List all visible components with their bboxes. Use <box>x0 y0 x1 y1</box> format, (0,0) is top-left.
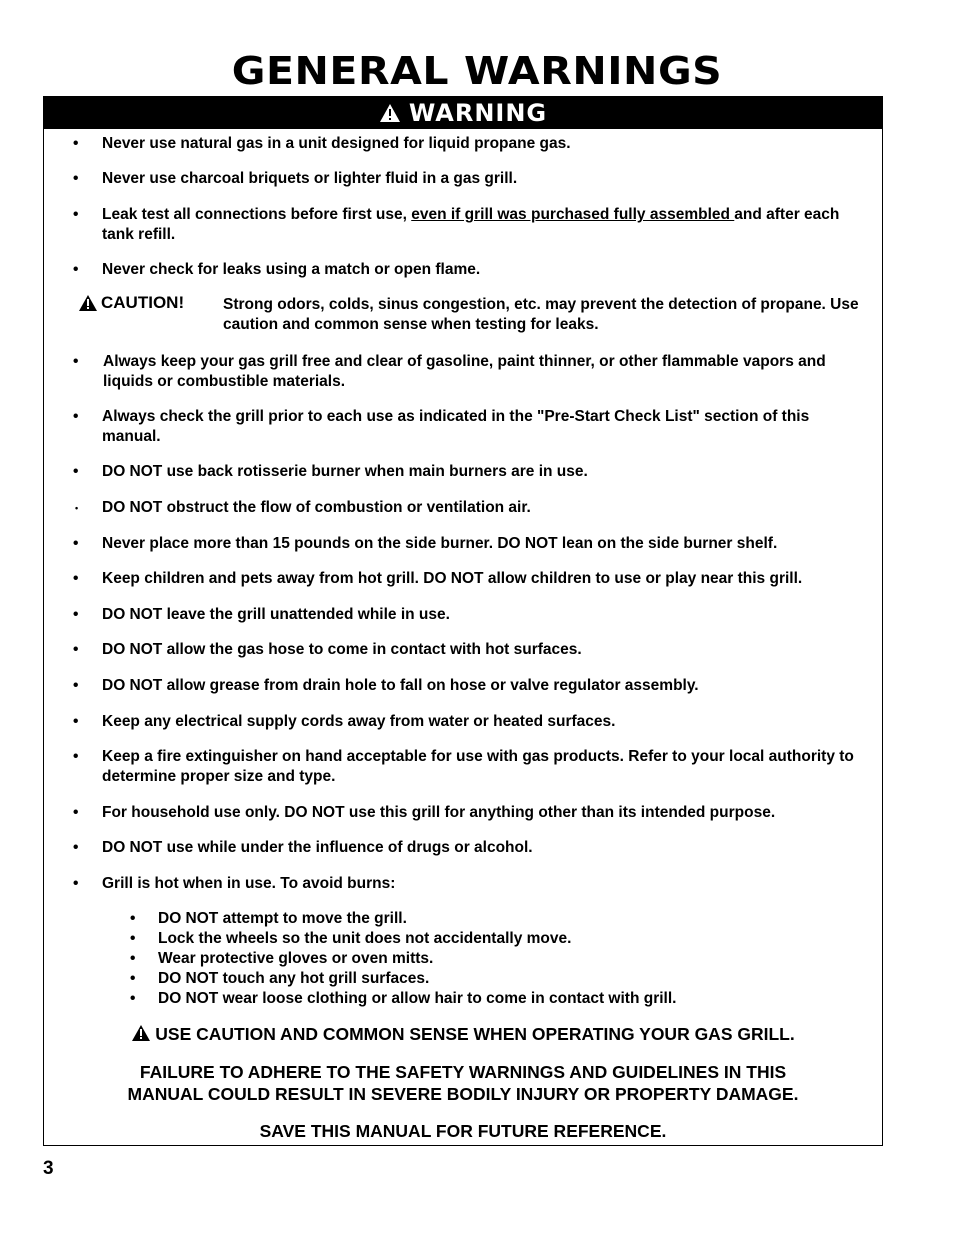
bullet: • <box>75 503 79 513</box>
bullet: • <box>73 875 79 892</box>
bullet: • <box>130 910 136 927</box>
list-item-text: For household use only. DO NOT use this grill for anything other than its intended purpose. <box>102 804 776 821</box>
list-item <box>44 838 864 858</box>
save-manual-line: SAVE THIS MANUAL FOR FUTURE REFERENCE. <box>259 1121 667 1141</box>
bullet: • <box>73 713 79 730</box>
warning-triangle-icon <box>379 103 401 123</box>
list-item <box>44 407 864 447</box>
list-item-text: DO NOT use while under the influence of drugs or alcohol. <box>102 839 533 856</box>
bullet: • <box>130 990 136 1007</box>
bullet: • <box>73 261 79 278</box>
list-item-text: Keep any electrical supply cords away from water or heated surfaces. <box>102 713 616 730</box>
list-item <box>44 134 864 154</box>
bullet: • <box>73 570 79 587</box>
sub-list-item-text: Lock the wheels so the unit does not accidentally move. <box>158 930 572 947</box>
bullet: • <box>73 170 79 187</box>
sub-list-item-text: DO NOT touch any hot grill surfaces. <box>158 970 430 987</box>
list-item-text: Always keep your gas grill free and clear of gasoline, paint thinner, or other flammable vapors and liquids or combustible materials. <box>103 353 826 390</box>
sub-list-item <box>44 969 864 989</box>
warning-triangle-icon <box>131 1024 151 1042</box>
list-item-leak-test <box>44 205 864 245</box>
list-item <box>44 534 864 554</box>
list-item-text <box>102 205 864 245</box>
sub-list-item <box>44 949 864 969</box>
list-item <box>44 605 864 625</box>
caution-text: Strong odors, colds, sinus congestion, etc. may prevent the detection of propane. Use caution and common sense when testing for leaks. <box>223 296 859 333</box>
sub-list-item <box>44 909 864 929</box>
list-item-text: Always check the grill prior to each use as indicated in the "Pre-Start Check List" section of this manual. <box>102 408 810 445</box>
list-item-text: DO NOT allow grease from drain hole to fall on hose or valve regulator assembly. <box>102 677 699 694</box>
sub-list-item-text: DO NOT wear loose clothing or allow hair to come in contact with grill. <box>158 990 677 1007</box>
list-item <box>44 260 864 280</box>
caution-label: CAUTION! <box>101 293 185 312</box>
list-item-text: Grill is hot when in use. To avoid burns: <box>102 875 396 892</box>
list-item-text: Keep a fire extinguisher on hand acceptable for use with gas products. Refer to your local authority to determine proper size and type. <box>102 748 854 785</box>
page-number: 3 <box>43 1158 54 1179</box>
bullet: • <box>73 463 79 480</box>
warning-header-label: WARNING <box>408 99 548 127</box>
bullet: • <box>130 930 136 947</box>
leak-test-pre: Leak test all connections before first use, <box>102 206 412 223</box>
bullet: • <box>73 748 79 765</box>
sub-list-item <box>44 989 864 1009</box>
page-title: GENERAL WARNINGS <box>231 49 723 93</box>
sub-list-item <box>44 929 864 949</box>
sub-list-item-text: Wear protective gloves or oven mitts. <box>158 950 434 967</box>
list-item <box>44 712 864 732</box>
list-item <box>44 569 864 589</box>
bullet: • <box>73 135 79 152</box>
leak-test-post: and after each tank refill. <box>102 206 840 243</box>
caution-label-wrap <box>78 293 184 313</box>
bullet: • <box>73 353 79 370</box>
list-item-text: Never use natural gas in a unit designed for liquid propane gas. <box>102 135 571 152</box>
bullet: • <box>73 606 79 623</box>
list-item-text: Never check for leaks using a match or open flame. <box>102 261 481 278</box>
use-caution-text: USE CAUTION AND COMMON SENSE WHEN OPERATING YOUR GAS GRILL. <box>155 1024 795 1044</box>
bullet: • <box>73 804 79 821</box>
list-item <box>44 169 864 189</box>
list-item <box>44 640 864 660</box>
list-item-text: DO NOT leave the grill unattended while in use. <box>102 606 450 623</box>
bullet: • <box>73 839 79 856</box>
sub-list-item-text: DO NOT attempt to move the grill. <box>158 910 407 927</box>
bullet: • <box>130 950 136 967</box>
bullet: • <box>73 535 79 552</box>
list-item-text: DO NOT obstruct the flow of combustion or ventilation air. <box>102 499 531 516</box>
failure-line-2: MANUAL COULD RESULT IN SEVERE BODILY INJURY OR PROPERTY DAMAGE. <box>127 1084 799 1104</box>
list-item <box>44 803 864 823</box>
warning-header <box>44 97 882 129</box>
warning-triangle-icon <box>78 294 98 312</box>
list-item <box>44 874 864 894</box>
bullet: • <box>130 970 136 987</box>
list-item <box>44 462 864 482</box>
list-item-text: Never use charcoal briquets or lighter fluid in a gas grill. <box>102 170 518 187</box>
list-item-text: Keep children and pets away from hot grill. DO NOT allow children to use or play near this grill. <box>102 570 803 587</box>
list-item-text: Never place more than 15 pounds on the side burner. DO NOT lean on the side burner shelf. <box>102 535 778 552</box>
bullet: • <box>73 677 79 694</box>
list-item <box>44 352 864 392</box>
list-item-text: DO NOT allow the gas hose to come in contact with hot surfaces. <box>102 641 582 658</box>
list-item <box>44 676 864 696</box>
warning-box <box>43 96 883 1146</box>
list-item <box>44 498 864 518</box>
leak-test-underlined: even if grill was purchased fully assembled <box>411 206 735 223</box>
bullet: • <box>73 408 79 425</box>
caution-note <box>78 295 868 335</box>
failure-line-1: FAILURE TO ADHERE TO THE SAFETY WARNINGS AND GUIDELINES IN THIS <box>139 1062 787 1082</box>
bullet: • <box>73 206 79 223</box>
list-item <box>44 747 864 787</box>
bullet: • <box>73 641 79 658</box>
list-item-text: DO NOT use back rotisserie burner when main burners are in use. <box>102 463 588 480</box>
use-caution-line <box>44 1023 882 1045</box>
